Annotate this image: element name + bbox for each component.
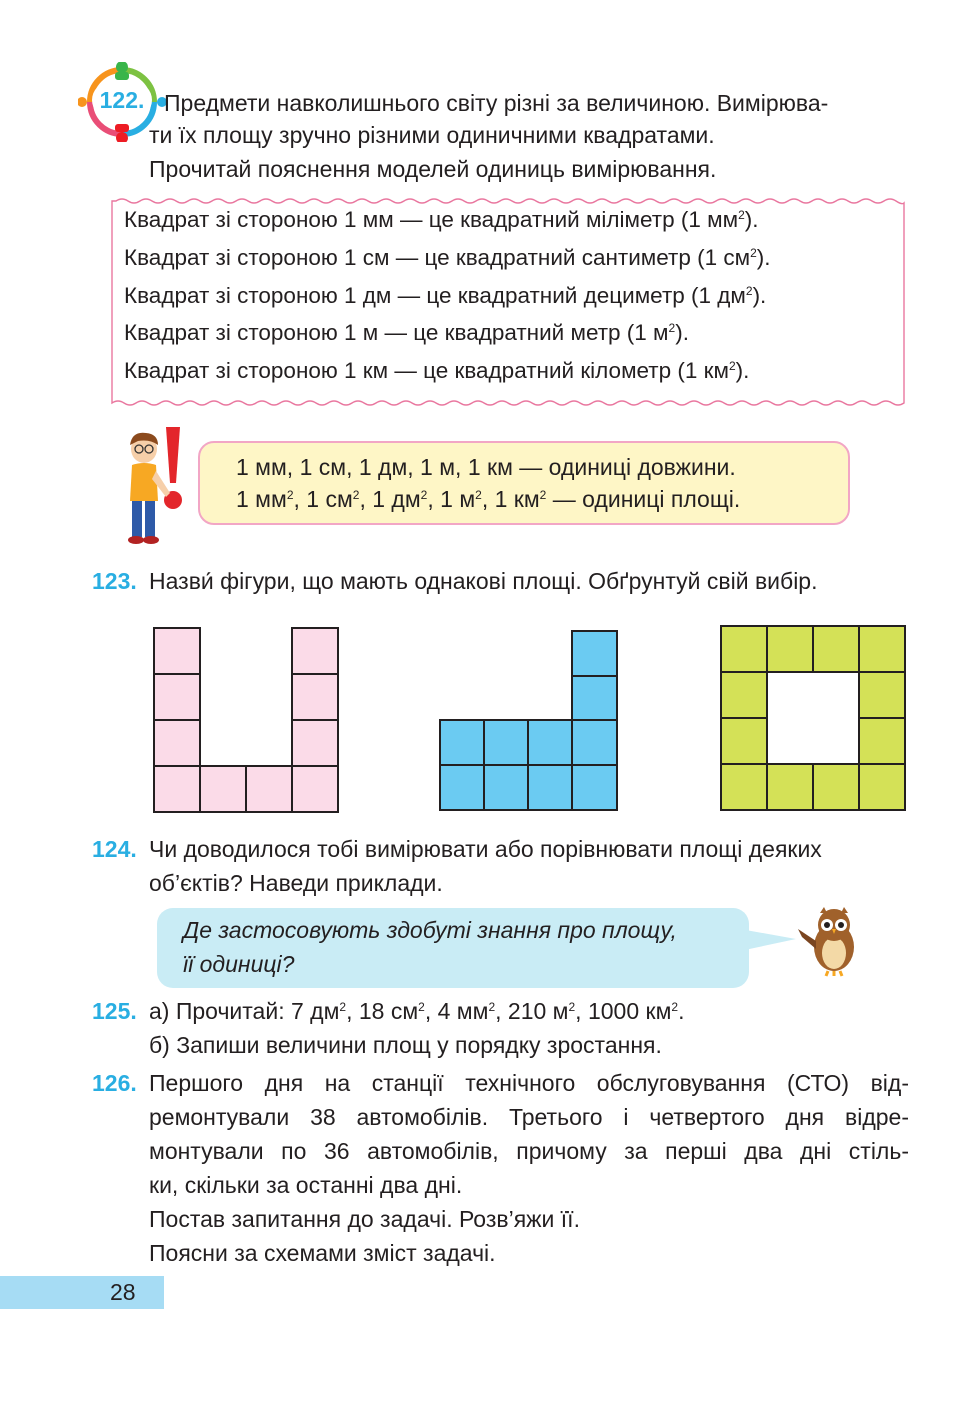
note-line-length-units: 1 мм, 1 см, 1 дм, 1 м, 1 км — одиниці довжини.	[236, 454, 736, 480]
definition-line: Квадрат зі стороною 1 м — це квадратний метр (1 $м^2$).	[124, 320, 689, 345]
pink-square	[200, 766, 246, 812]
blue-square	[572, 631, 617, 676]
task-text-line: а) Прочитай: 7 $дм^2$, 18 $см^2$, 4 $мм^2$, 210 $м^2$, 1000 $км^2$.	[149, 998, 685, 1024]
green-square	[721, 718, 767, 764]
green-square	[721, 764, 767, 810]
figure-pink-u-shape	[154, 628, 338, 812]
green-square	[813, 626, 859, 672]
task-number: 124.	[92, 836, 137, 862]
task-text-line: об’єктів? Наведи приклади.	[149, 870, 443, 896]
task-text-line: Поясни за схемами зміст задачі.	[149, 1240, 496, 1266]
page-number: 28	[110, 1279, 136, 1305]
green-square	[767, 764, 813, 810]
figures-area	[150, 623, 912, 815]
definition-line: Квадрат зі стороною 1 км — це квадратний кілометр (1 $км^2$).	[124, 358, 750, 383]
task-text-line: ти їх площу зручно різними одиничними квадратами.	[149, 122, 715, 148]
green-square	[859, 718, 905, 764]
blue-square	[440, 765, 484, 810]
task-text-line: Першого дня на станції технічного обслуговування (СТО) від-	[149, 1070, 909, 1096]
definition-line: Квадрат зі стороною 1 мм — це квадратний міліметр (1 $мм^2$).	[124, 207, 759, 232]
blue-square	[572, 720, 617, 765]
task-text-line: Прочитай пояснення моделей одиниць вимірювання.	[149, 156, 717, 182]
bubble-text-line: Де застосовують здобуті знання про площу,	[183, 917, 677, 943]
task-number: 123.	[92, 568, 137, 594]
pink-square	[292, 720, 338, 766]
pink-square	[292, 628, 338, 674]
page-number-bar	[0, 1276, 164, 1309]
pink-square	[154, 720, 200, 766]
green-square	[767, 626, 813, 672]
pink-square	[292, 674, 338, 720]
green-square	[859, 764, 905, 810]
pink-square	[292, 766, 338, 812]
pink-square	[154, 628, 200, 674]
pink-square	[154, 766, 200, 812]
definition-line: Квадрат зі стороною 1 дм — це квадратний дециметр (1 $дм^2$).	[124, 283, 767, 308]
blue-square	[484, 765, 528, 810]
speech-bubble-tail	[740, 925, 800, 955]
figure-blue-l-shape	[440, 631, 617, 810]
task-number: 125.	[92, 998, 137, 1024]
task-text-line: Предмети навколишнього світу різні за величиною. Вимірюва-	[164, 90, 829, 116]
green-square	[721, 672, 767, 718]
green-square	[859, 672, 905, 718]
owl-illustration	[796, 905, 866, 977]
blue-square	[528, 720, 572, 765]
blue-square	[440, 720, 484, 765]
task-text-line: ки, скільки за останні два дні.	[149, 1172, 463, 1198]
green-square	[721, 626, 767, 672]
definition-line: Квадрат зі стороною 1 см — це квадратний сантиметр (1 $см^2$).	[124, 245, 771, 270]
task-text-line: б) Запиши величини площ у порядку зростання.	[149, 1032, 662, 1058]
task-text-line: ремонтували 38 автомобілів. Третього і четвертого дня відре-	[149, 1104, 909, 1130]
task-text-line: Постав запитання до задачі. Розв’яжи її.	[149, 1206, 580, 1232]
green-square	[859, 626, 905, 672]
blue-square	[528, 765, 572, 810]
note-line-area-units: 1 $мм^2$, 1 $см^2$, 1 $дм^2$, 1 $м^2$, 1 $км^2$ — одиниці площі.	[236, 486, 741, 512]
green-square	[813, 764, 859, 810]
figure-green-frame	[721, 626, 905, 810]
task-number: 126.	[92, 1070, 137, 1096]
blue-square	[484, 720, 528, 765]
bubble-text-line: її одиниці?	[183, 951, 295, 977]
task-number: 122.	[92, 82, 152, 118]
pink-square	[246, 766, 292, 812]
blue-square	[572, 676, 617, 721]
blue-square	[572, 765, 617, 810]
task-text-line: монтували по 36 автомобілів, причому за перші два дні стіль-	[149, 1138, 909, 1164]
pink-square	[154, 674, 200, 720]
boy-exclamation-illustration	[118, 425, 188, 547]
task-text-line: Чи доводилося тобі вимірювати або порівнювати площі деяких	[149, 836, 822, 862]
task-text-line: Назви́ фігури, що мають однакові площі. Обґрунтуй свій вибір.	[149, 568, 818, 594]
